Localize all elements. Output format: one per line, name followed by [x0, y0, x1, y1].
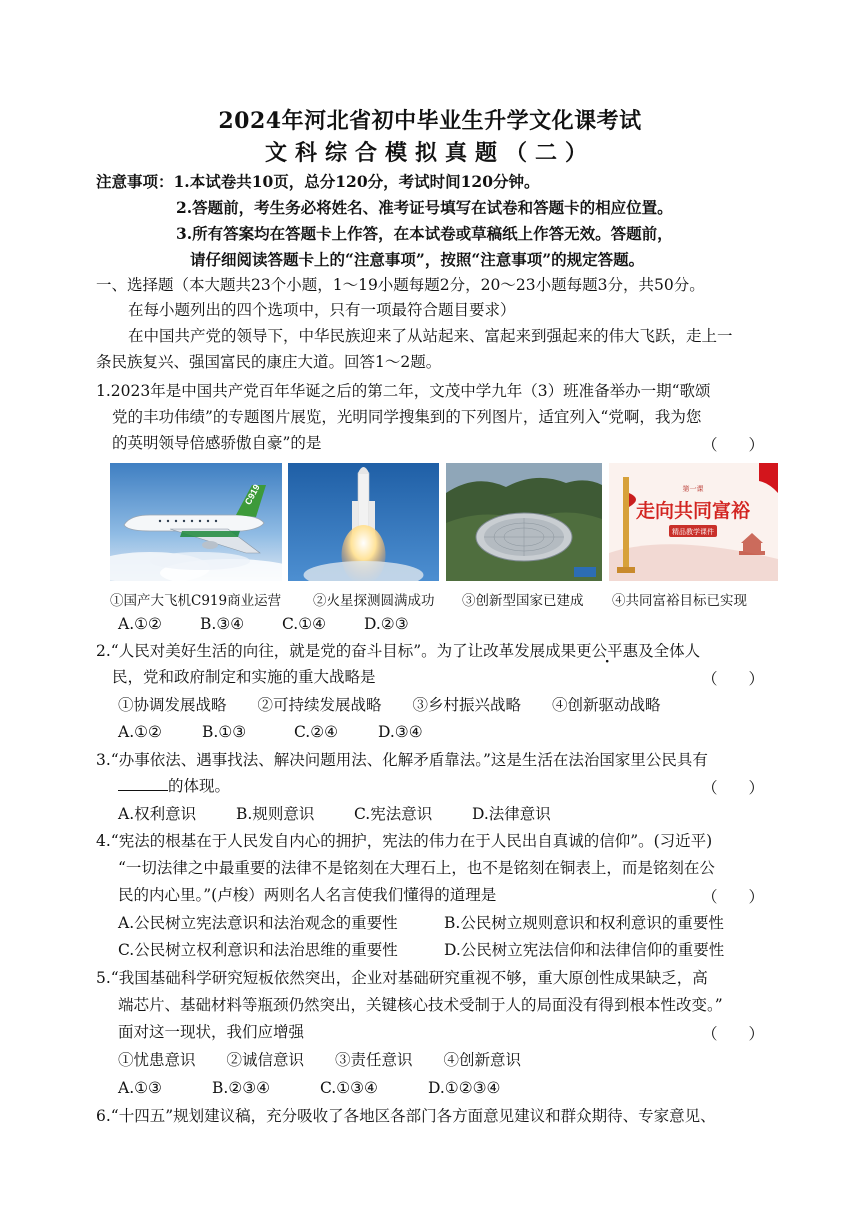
q4-stem-line-1: 4.“宪法的根基在于人民发自内心的拥护，宪法的伟力在于人民出自真诚的信仰”。(习近平): [96, 832, 713, 850]
q3-option-a[interactable]: A.权利意识: [118, 805, 197, 823]
q2-stem-part-2: 惠及全体人: [622, 642, 701, 660]
q1-option-c[interactable]: C.①④: [282, 615, 327, 633]
q1-caption-2: ②火星探测圆满成功: [313, 593, 435, 609]
telescope-illustration: [446, 463, 602, 581]
rocket-launch-illustration: [288, 463, 439, 581]
notice-item-2: 2.答题前，考生务必将姓名、准考证号填写在试卷和答题卡的相应位置。: [176, 198, 673, 217]
q2-answer-paren: （ ）: [701, 670, 764, 688]
q2-option-a[interactable]: A.①②: [118, 723, 162, 741]
intro-line-1: 在中国共产党的领导下，中华民族迎来了从站起来、富起来到强起来的伟大飞跃，走上一: [128, 327, 733, 345]
airplane-illustration: [110, 463, 282, 581]
q1-answer-paren: （ ）: [701, 436, 764, 454]
notice-line-1: [96, 172, 539, 192]
q1-image-c919: [110, 463, 282, 581]
plane-tail-text: C919: [242, 482, 262, 507]
q4-option-d[interactable]: D.公民树立宪法信仰和法律信仰的重要性: [444, 941, 725, 959]
notice-label: 注意事项：: [96, 172, 174, 191]
q2-option-d[interactable]: D.③④: [378, 723, 423, 741]
q1-caption-1: ①国产大飞机C919商业运营: [110, 593, 282, 609]
q1-option-a[interactable]: A.①②: [118, 615, 162, 633]
q2-options: [118, 722, 423, 742]
section-instruction: 在每小题列出的四个选项中，只有一项最符合题目要求）: [128, 301, 516, 319]
q3-stem-line-1: 3.“办事依法、遇事找法、解决问题用法、化解矛盾靠法。”这是生活在法治国家里公民具有: [96, 751, 708, 769]
notice-item-1: 1.本试卷共10页，总分120分，考试时间120分钟。: [173, 172, 540, 191]
notice-item-3: 3.所有答案均在答题卡上作答，在本试卷或草稿纸上作答无效。答题前，: [176, 224, 673, 243]
q2-option-b[interactable]: B.①③: [202, 723, 247, 741]
q3-option-d[interactable]: D.法律意识: [472, 805, 551, 823]
q1-stem-line-2: 党的丰功伟绩”的专题图片展览，光明同学搜集到的下列图片，适宜列入“党啊，我为您: [112, 408, 702, 426]
q1-stem-line-1: 1.2023年是中国共产党百年华诞之后的第二年，文茂中学九年（3）班准备举办一期“歌颂: [96, 382, 711, 400]
q1-stem-line-3: 的英明领导倍感骄傲自豪”的是: [112, 434, 322, 452]
banner-title-text: 走向共同富裕: [635, 500, 751, 522]
q4-option-a[interactable]: A.公民树立宪法意识和法治观念的重要性: [118, 914, 398, 932]
banner-small-text: 第一课: [682, 485, 704, 493]
q3-blank[interactable]: [118, 776, 168, 791]
q1-caption-3: ③创新型国家已建成: [462, 593, 584, 609]
exam-subtitle: 文科综合模拟真题（二）: [264, 140, 595, 166]
q1-options: [118, 614, 409, 634]
q4-option-c[interactable]: C.公民树立权利意识和法治思维的重要性: [118, 941, 398, 959]
intro-line-2: 条民族复兴、强国富民的康庄大道。回答1～2题。: [96, 353, 442, 371]
q2-emphasis-word: 公平: [591, 642, 623, 660]
q4-stem-line-2: “一切法律之中最重要的法律不是铭刻在大理石上，也不是铭刻在铜表上，而是铭刻在公: [118, 859, 715, 877]
q5-stem-line-2: 端芯片、基础材料等瓶颈仍然突出，关键核心技术受制于人的局面没有得到根本性改变。”: [118, 996, 723, 1014]
q5-option-d[interactable]: D.①②③④: [428, 1079, 501, 1097]
section-heading: 一、选择题（本大题共23个小题，1～19小题每题2分，20～23小题每题3分，共50分。: [96, 276, 705, 294]
banner-sub-text: 精品教学课件: [672, 528, 714, 536]
q4-answer-paren: （ ）: [701, 888, 764, 906]
q4-options-row-2: [118, 940, 724, 960]
q6-stem-line-1: 6.“十四五”规划建议稿，充分吸收了各地区各部门各方面意见建议和群众期待、专家意见、: [96, 1107, 716, 1125]
q2-items: ①协调发展战略 ②可持续发展战略 ③乡村振兴战略 ④创新驱动战略: [118, 696, 661, 714]
q4-option-b[interactable]: B.公民树立规则意识和权利意识的重要性: [444, 914, 724, 932]
q5-options: [118, 1078, 500, 1098]
q1-image-rocket: [288, 463, 439, 581]
q5-option-c[interactable]: C.①③④: [320, 1079, 378, 1097]
q1-option-d[interactable]: D.②③: [364, 615, 409, 633]
q2-option-c[interactable]: C.②④: [294, 723, 339, 741]
notice-item-4: 请仔细阅读答题卡上的“注意事项”，按照“注意事项”的规定答题。: [190, 250, 645, 269]
q1-image-telescope: [446, 463, 602, 581]
q2-stem-line-1: [96, 641, 700, 661]
common-prosperity-banner: [609, 463, 778, 581]
q1-image-common-prosperity: [609, 463, 778, 581]
q4-options-row-1: [118, 913, 724, 933]
q4-stem-line-3: 民的内心里。”(卢梭）两则名人名言使我们懂得的道理是: [118, 886, 497, 904]
q5-answer-paren: （ ）: [701, 1025, 764, 1043]
q5-stem-line-1: 5.“我国基础科学研究短板依然突出，企业对基础研究重视不够，重大原创性成果缺乏，高: [96, 969, 708, 987]
q1-option-b[interactable]: B.③④: [200, 615, 245, 633]
q3-stem-tail: 的体现。: [168, 777, 231, 795]
q3-answer-paren: （ ）: [701, 779, 764, 797]
q5-items: ①忧患意识 ②诚信意识 ③责任意识 ④创新意识: [118, 1051, 522, 1069]
q1-caption-4: ④共同富裕目标已实现: [612, 593, 747, 609]
q5-stem-line-3: 面对这一现状，我们应增强: [118, 1023, 305, 1041]
q2-stem-part-1: 2.“人民对美好生活的向往，就是党的奋斗目标”。为了让改革发展成果更: [96, 642, 592, 660]
q5-option-a[interactable]: A.①③: [118, 1079, 162, 1097]
q3-options: [118, 804, 551, 824]
exam-title: 2024年河北省初中毕业生升学文化课考试: [218, 108, 642, 134]
q3-option-c[interactable]: C.宪法意识: [354, 805, 433, 823]
q2-stem-line-2: 民，党和政府制定和实施的重大战略是: [112, 668, 376, 686]
q3-stem-line-2: [118, 776, 230, 796]
q5-option-b[interactable]: B.②③④: [212, 1079, 271, 1097]
q3-option-b[interactable]: B.规则意识: [236, 805, 315, 823]
